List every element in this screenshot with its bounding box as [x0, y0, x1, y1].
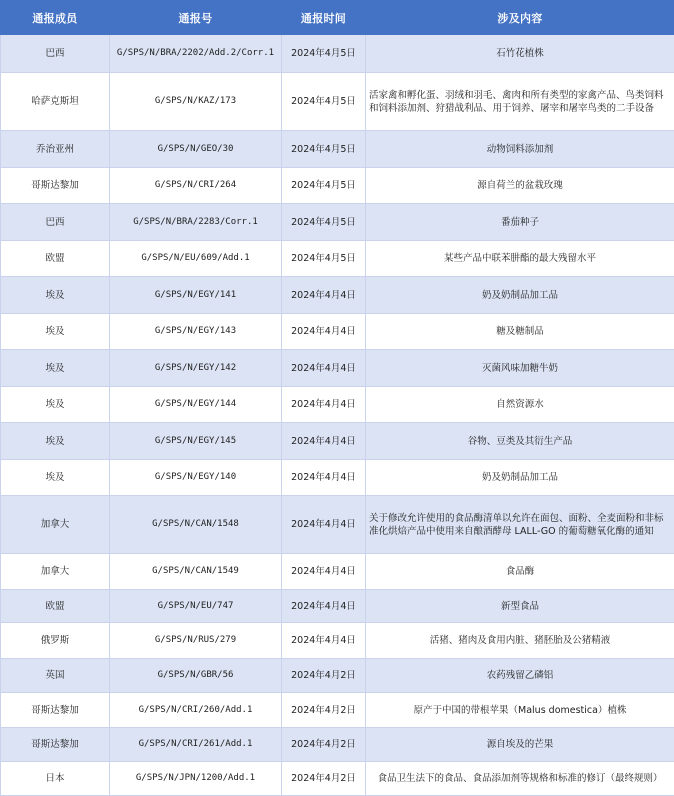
member-cell: 埃及: [1, 423, 110, 460]
table-row: [1, 554, 674, 590]
number-cell: G/SPS/N/BRA/2202/Add.2/Corr.1: [110, 35, 282, 73]
member-cell: 哥斯达黎加: [1, 168, 110, 204]
date-cell: 2024年4月2日: [282, 762, 366, 796]
date-cell: 2024年4月4日: [282, 554, 366, 590]
member-cell: 日本: [1, 762, 110, 796]
date-cell: 2024年4月2日: [282, 659, 366, 693]
number-cell: G/SPS/N/GEO/30: [110, 131, 282, 168]
member-cell: 英国: [1, 659, 110, 693]
table-row: [1, 423, 674, 460]
date-cell: 2024年4月5日: [282, 241, 366, 277]
member-cell: 埃及: [1, 387, 110, 423]
table-row: [1, 693, 674, 728]
member-cell: 加拿大: [1, 554, 110, 590]
content-cell: 食品酶: [366, 554, 674, 590]
content-cell: 原产于中国的带根苹果（Malus domestica）植株: [366, 693, 674, 728]
content-cell: 活家禽和孵化蛋、羽绒和羽毛、禽肉和所有类型的家禽产品、鸟类饲料和饲料添加剂、狩猎战利品、用于饲养、屠宰和屠宰鸟类的二手设备: [366, 73, 674, 131]
number-cell: G/SPS/N/EGY/144: [110, 387, 282, 423]
number-cell: G/SPS/N/CRI/264: [110, 168, 282, 204]
date-cell: 2024年4月4日: [282, 350, 366, 387]
content-cell: 石竹花植株: [366, 35, 674, 73]
number-cell: G/SPS/N/EGY/145: [110, 423, 282, 460]
content-cell: 糖及糖制品: [366, 314, 674, 350]
date-cell: 2024年4月5日: [282, 73, 366, 131]
date-cell: 2024年4月4日: [282, 590, 366, 623]
content-cell: 谷物、豆类及其衍生产品: [366, 423, 674, 460]
table-row: [1, 762, 674, 796]
column-header-content: 涉及内容: [366, 1, 674, 35]
number-cell: G/SPS/N/RUS/279: [110, 623, 282, 659]
table-row: [1, 590, 674, 623]
number-cell: G/SPS/N/EU/609/Add.1: [110, 241, 282, 277]
member-cell: 乔治亚州: [1, 131, 110, 168]
table-row: [1, 314, 674, 350]
number-cell: G/SPS/N/JPN/1200/Add.1: [110, 762, 282, 796]
date-cell: 2024年4月5日: [282, 131, 366, 168]
table-row: [1, 73, 674, 131]
table-row: [1, 277, 674, 314]
content-cell: 源自荷兰的盆栽玫瑰: [366, 168, 674, 204]
date-cell: 2024年4月4日: [282, 277, 366, 314]
number-cell: G/SPS/N/EGY/143: [110, 314, 282, 350]
table-row: [1, 168, 674, 204]
member-cell: 俄罗斯: [1, 623, 110, 659]
table-row: [1, 241, 674, 277]
date-cell: 2024年4月4日: [282, 460, 366, 496]
content-cell: 某些产品中联苯肼酯的最大残留水平: [366, 241, 674, 277]
content-cell: 灭菌风味加糖牛奶: [366, 350, 674, 387]
number-cell: G/SPS/N/KAZ/173: [110, 73, 282, 131]
table-row: [1, 659, 674, 693]
member-cell: 哥斯达黎加: [1, 728, 110, 762]
content-cell: 食品卫生法下的食品、食品添加剂等规格和标准的修订（最终规则）: [366, 762, 674, 796]
date-cell: 2024年4月2日: [282, 728, 366, 762]
number-cell: G/SPS/N/CAN/1548: [110, 496, 282, 554]
date-cell: 2024年4月2日: [282, 693, 366, 728]
table-row: [1, 387, 674, 423]
content-cell: 关于修改允许使用的食品酶清单以允许在面包、面粉、全麦面粉和非标准化烘焙产品中使用来自酿酒酵母 LALL-GO 的葡萄糖氧化酶的通知: [366, 496, 674, 554]
member-cell: 欧盟: [1, 590, 110, 623]
table-row: [1, 204, 674, 241]
number-cell: G/SPS/N/CAN/1549: [110, 554, 282, 590]
member-cell: 埃及: [1, 277, 110, 314]
number-cell: G/SPS/N/EGY/140: [110, 460, 282, 496]
member-cell: 欧盟: [1, 241, 110, 277]
table-row: [1, 460, 674, 496]
number-cell: G/SPS/N/CRI/261/Add.1: [110, 728, 282, 762]
table-row: [1, 131, 674, 168]
date-cell: 2024年4月5日: [282, 168, 366, 204]
content-cell: 活猪、猪肉及食用内脏、猪胚胎及公猪精液: [366, 623, 674, 659]
number-cell: G/SPS/N/EGY/141: [110, 277, 282, 314]
table-row: [1, 350, 674, 387]
member-cell: 埃及: [1, 314, 110, 350]
number-cell: G/SPS/N/EU/747: [110, 590, 282, 623]
table-row: [1, 496, 674, 554]
date-cell: 2024年4月4日: [282, 387, 366, 423]
member-cell: 巴西: [1, 204, 110, 241]
number-cell: G/SPS/N/CRI/260/Add.1: [110, 693, 282, 728]
column-header-member: 通报成员: [1, 1, 110, 35]
column-header-number: 通报号: [110, 1, 282, 35]
member-cell: 巴西: [1, 35, 110, 73]
content-cell: 新型食品: [366, 590, 674, 623]
number-cell: G/SPS/N/GBR/56: [110, 659, 282, 693]
content-cell: 奶及奶制品加工品: [366, 460, 674, 496]
content-cell: 农药残留乙磷铝: [366, 659, 674, 693]
content-cell: 奶及奶制品加工品: [366, 277, 674, 314]
number-cell: G/SPS/N/EGY/142: [110, 350, 282, 387]
date-cell: 2024年4月4日: [282, 496, 366, 554]
content-cell: 源自埃及的芒果: [366, 728, 674, 762]
table-header-row: [1, 1, 674, 35]
member-cell: 加拿大: [1, 496, 110, 554]
member-cell: 埃及: [1, 460, 110, 496]
content-cell: 番茄种子: [366, 204, 674, 241]
table-row: [1, 623, 674, 659]
column-header-date: 通报时间: [282, 1, 366, 35]
date-cell: 2024年4月4日: [282, 623, 366, 659]
content-cell: 自然资源水: [366, 387, 674, 423]
member-cell: 哈萨克斯坦: [1, 73, 110, 131]
member-cell: 哥斯达黎加: [1, 693, 110, 728]
date-cell: 2024年4月4日: [282, 423, 366, 460]
table-row: [1, 728, 674, 762]
member-cell: 埃及: [1, 350, 110, 387]
date-cell: 2024年4月5日: [282, 204, 366, 241]
date-cell: 2024年4月5日: [282, 35, 366, 73]
table-row: [1, 35, 674, 73]
date-cell: 2024年4月4日: [282, 314, 366, 350]
number-cell: G/SPS/N/BRA/2283/Corr.1: [110, 204, 282, 241]
content-cell: 动物饲料添加剂: [366, 131, 674, 168]
